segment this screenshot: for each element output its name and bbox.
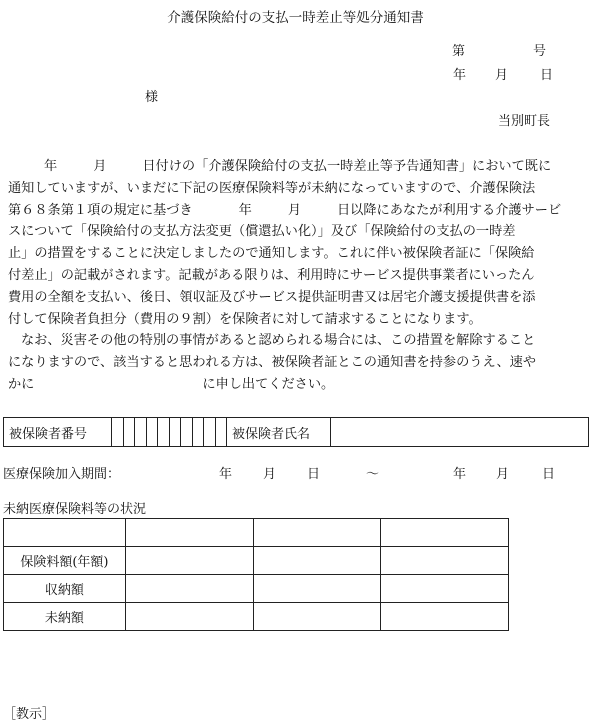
body-line: かに に申し出てください。 — [8, 376, 335, 392]
table-cell — [253, 547, 381, 575]
row-label-unpaid: 未納額 — [4, 603, 126, 631]
insured-number-digit — [204, 418, 216, 447]
document-title: 介護保険給付の支払一時差止等処分通知書 — [167, 10, 424, 26]
issue-date-month: 月 — [495, 68, 509, 83]
insured-number-digit — [192, 418, 204, 447]
issue-date-year: 年 — [453, 68, 467, 83]
body-line: 付差止」の記載がされます。記載がある限りは、利用時にサービス提供事業者にいったん — [8, 267, 535, 283]
table-cell — [125, 575, 253, 603]
notice-body — [8, 156, 586, 396]
addressee-suffix: 様 — [145, 90, 159, 105]
table-cell — [125, 519, 253, 547]
insured-name-label: 被保険者氏名 — [227, 418, 331, 447]
period-start-year: 年 — [219, 467, 233, 482]
insured-number-digit — [215, 418, 227, 447]
period-start-month: 月 — [263, 467, 277, 482]
table-row — [4, 547, 509, 575]
body-line: 通知していますが、いまだに下記の医療保険料等が未納になっていますので、介護保険法 — [8, 180, 536, 196]
insured-number-digit — [123, 418, 135, 447]
table-cell — [125, 547, 253, 575]
table-cell — [253, 575, 381, 603]
table-cell — [381, 547, 509, 575]
table-cell — [381, 575, 509, 603]
insured-id-table — [3, 417, 589, 447]
period-end-day: 日 — [542, 467, 556, 482]
insured-number-digit — [158, 418, 170, 447]
insured-number-digit — [181, 418, 193, 447]
period-end-month: 月 — [496, 467, 510, 482]
enrollment-period-label: 医療保険加入期間： — [3, 467, 121, 482]
issue-date-day: 日 — [540, 68, 554, 83]
period-start-day: 日 — [307, 467, 321, 482]
period-end-year: 年 — [453, 467, 467, 482]
table-row — [4, 603, 509, 631]
body-line: 付して保険者負担分（費用の９割）を保険者に対して請求することになります。 — [8, 311, 482, 327]
table-cell — [381, 603, 509, 631]
unpaid-status-heading: 未納医療保険料等の状況 — [3, 502, 147, 517]
unpaid-status-table — [3, 518, 509, 631]
body-line: 止」の措置をすることに決定しましたので通知します。これに伴い被保険者証に「保険給 — [8, 246, 535, 262]
insured-name-value — [331, 418, 589, 447]
table-cell — [381, 519, 509, 547]
instruction-label: ［教示］ — [3, 707, 56, 722]
insured-number-digit — [146, 418, 158, 447]
body-line: スについて「保険給付の支払方法変更（償還払い化）」及び「保険給付の支払の一時差 — [8, 224, 516, 240]
insured-number-label: 被保険者番号 — [4, 418, 112, 447]
table-cell — [253, 519, 381, 547]
row-label-premium: 保険料額(年額) — [4, 547, 126, 575]
table-row — [4, 575, 509, 603]
insured-number-digit — [135, 418, 147, 447]
insured-number-digit — [169, 418, 181, 447]
body-line: 年 月 日付けの「介護保険給付の支払一時差止等予告通知書」において既に — [44, 159, 552, 174]
body-line: 第６８条第１項の規定に基づき 年 月 日以降にあなたが利用する介護サービ — [8, 202, 562, 218]
body-line: になりますので、該当すると思われる方は、被保険者証とこの通知書を持参のうえ、速や — [8, 355, 537, 371]
number-prefix: 第 — [452, 44, 466, 59]
table-cell — [253, 603, 381, 631]
table-row — [4, 519, 509, 547]
body-line: なお、災害その他の特別の事情があると認められる場合には、この措置を解除すること — [21, 333, 536, 349]
period-separator: ～ — [366, 467, 380, 482]
table-cell — [125, 603, 253, 631]
body-line: 費用の全額を支払い、後日、領収証及びサービス提供証明書又は居宅介護支援提供書を添 — [8, 289, 536, 305]
row-label-collected: 収納額 — [4, 575, 126, 603]
table-cell — [4, 519, 126, 547]
number-suffix: 号 — [533, 44, 547, 59]
insured-number-digit — [112, 418, 124, 447]
sender-name: 当別町長 — [498, 114, 551, 129]
